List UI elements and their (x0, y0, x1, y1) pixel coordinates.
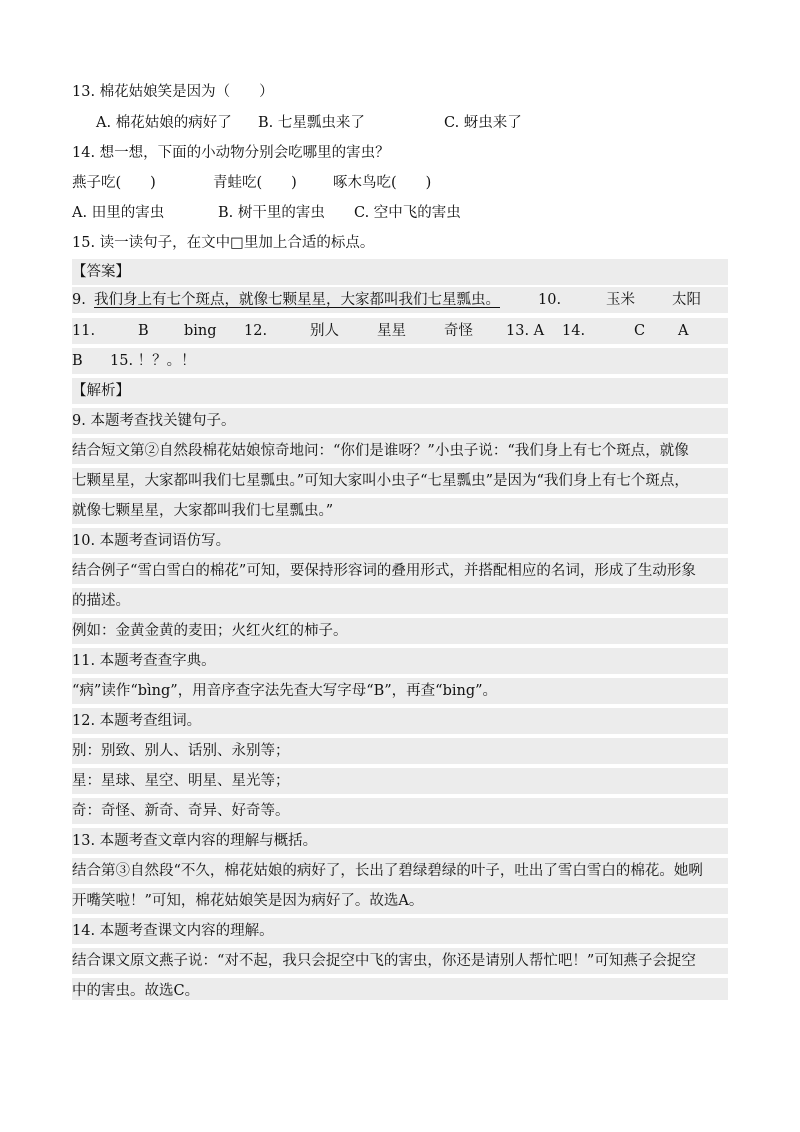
analysis-line (72, 858, 728, 884)
question-15-stem: 15. 读一读句子，在文中□里加上合适的标点。 (72, 235, 375, 251)
analysis-text: 中的害虫。故选C。 (72, 983, 200, 999)
analysis-text: 12. 本题考查组词。 (72, 713, 202, 729)
analysis-text: 10. 本题考查词语仿写。 (72, 533, 231, 549)
q14-blank-frog: 青蛙吃( ) (213, 175, 297, 191)
answer-14-value-1: C (634, 323, 646, 339)
q14-blank-woodpecker: 啄木鸟吃( ) (333, 175, 432, 191)
q14-blank-swallow: 燕子吃( ) (72, 175, 156, 191)
q13-option-c: C. 蚜虫来了 (444, 115, 522, 131)
analysis-text: 结合例子“雪白雪白的棉花”可知，要保持形容词的叠用形式，并搭配相应的名词，形成了生动形象 (72, 563, 696, 579)
answer-12-word-2: 星星 (377, 323, 406, 339)
answer-12-number: 12. (244, 323, 268, 339)
answer-14-value-2: A (678, 323, 689, 339)
answer-12-word-1: 别人 (310, 323, 339, 339)
analysis-line (72, 618, 728, 644)
question-14-blanks (72, 170, 728, 196)
answer-10-number: 10. (538, 292, 562, 308)
answer-line-1 (72, 287, 728, 313)
analysis-text: 例如：金黄金黄的麦田；火红火红的柿子。 (72, 623, 348, 639)
answer-heading (72, 259, 728, 285)
analysis-text: 结合第③自然段“不久，棉花姑娘的病好了，长出了碧绿碧绿的叶子，吐出了雪白雪白的棉花。她咧 (72, 863, 703, 879)
question-13-stem: 13. 棉花姑娘笑是因为（ ） (72, 84, 274, 100)
q13-option-b: B. 七星瓢虫来了 (258, 115, 365, 131)
analysis-line (72, 798, 728, 824)
analysis-line (72, 978, 728, 1000)
answer-line-2 (72, 318, 728, 344)
answer-9-text: 我们身上有七个斑点，就像七颗星星，大家都叫我们七星瓢虫。 (94, 292, 500, 308)
analysis-line (72, 528, 728, 554)
analysis-line (72, 828, 728, 854)
question-14 (72, 140, 728, 166)
analysis-text: “病”读作“bìng”，用音序查字法先查大写字母“B”，再查“bing”。 (72, 683, 498, 699)
answer-14-number: 14. (562, 323, 586, 339)
analysis-text: 就像七颗星星，大家都叫我们七星瓢虫。” (72, 503, 334, 519)
analysis-text: 别：别致、别人、话别、永别等； (72, 743, 290, 759)
analysis-text: 结合课文原文燕子说：“对不起，我只会捉空中飞的害虫，你还是请别人帮忙吧！”可知燕子会捉空 (72, 953, 696, 969)
analysis-line (72, 558, 728, 584)
analysis-line (72, 408, 728, 434)
answer-10-word-1: 玉米 (606, 292, 635, 308)
analysis-line (72, 678, 728, 704)
analysis-line (72, 468, 728, 494)
answer-13: 13. A (506, 323, 545, 339)
analysis-text: 奇：奇怪、新奇、奇异、好奇等。 (72, 803, 290, 819)
analysis-line (72, 948, 728, 974)
question-13-options (72, 110, 728, 136)
answer-heading-text: 【答案】 (72, 264, 130, 280)
answer-10-word-2: 太阳 (672, 292, 701, 308)
analysis-text: 14. 本题考查课文内容的理解。 (72, 923, 274, 939)
analysis-line (72, 438, 728, 464)
analysis-text: 结合短文第②自然段棉花姑娘惊奇地问：“你们是谁呀？”小虫子说：“我们身上有七个斑点，就像 (72, 443, 689, 459)
analysis-text: 11. 本题考查查字典。 (72, 653, 216, 669)
answer-11-value-1: B (138, 323, 149, 339)
q14-option-a: A. 田里的害虫 (72, 205, 165, 221)
question-14-options (72, 200, 728, 226)
analysis-heading-text: 【解析】 (72, 383, 130, 399)
q14-option-c: C. 空中飞的害虫 (354, 205, 461, 221)
analysis-line (72, 708, 728, 734)
q13-option-a: A. 棉花姑娘的病好了 (96, 115, 232, 131)
analysis-text: 星：星球、星空、明星、星光等； (72, 773, 290, 789)
answer-14-value-3: B (72, 353, 83, 369)
analysis-line (72, 588, 728, 614)
analysis-text: 的描述。 (72, 593, 130, 609)
answer-12-word-3: 奇怪 (444, 323, 473, 339)
analysis-text: 七颗星星，大家都叫我们七星瓢虫。”可知大家叫小虫子“七星瓢虫”是因为“我们身上有七个斑点， (72, 473, 689, 489)
answer-11-value-2: bing (184, 323, 217, 339)
analysis-line (72, 888, 728, 914)
question-15 (72, 230, 728, 256)
answer-line-3 (72, 348, 728, 374)
question-13 (72, 79, 728, 105)
analysis-text: 开嘴笑啦！”可知，棉花姑娘笑是因为病好了。故选A。 (72, 893, 424, 909)
analysis-heading (72, 378, 728, 404)
analysis-line (72, 498, 728, 524)
analysis-line (72, 918, 728, 944)
q14-option-b: B. 树干里的害虫 (218, 205, 325, 221)
answer-11-number: 11. (72, 323, 96, 339)
answer-9-number: 9. (72, 292, 86, 308)
analysis-line (72, 768, 728, 794)
analysis-line (72, 648, 728, 674)
answer-15: 15. ！？。！ (110, 353, 196, 369)
analysis-text: 13. 本题考查文章内容的理解与概括。 (72, 833, 318, 849)
question-14-stem: 14. 想一想，下面的小动物分别会吃哪里的害虫？ (72, 145, 390, 161)
analysis-line (72, 738, 728, 764)
analysis-text: 9. 本题考查找关键句子。 (72, 413, 236, 429)
